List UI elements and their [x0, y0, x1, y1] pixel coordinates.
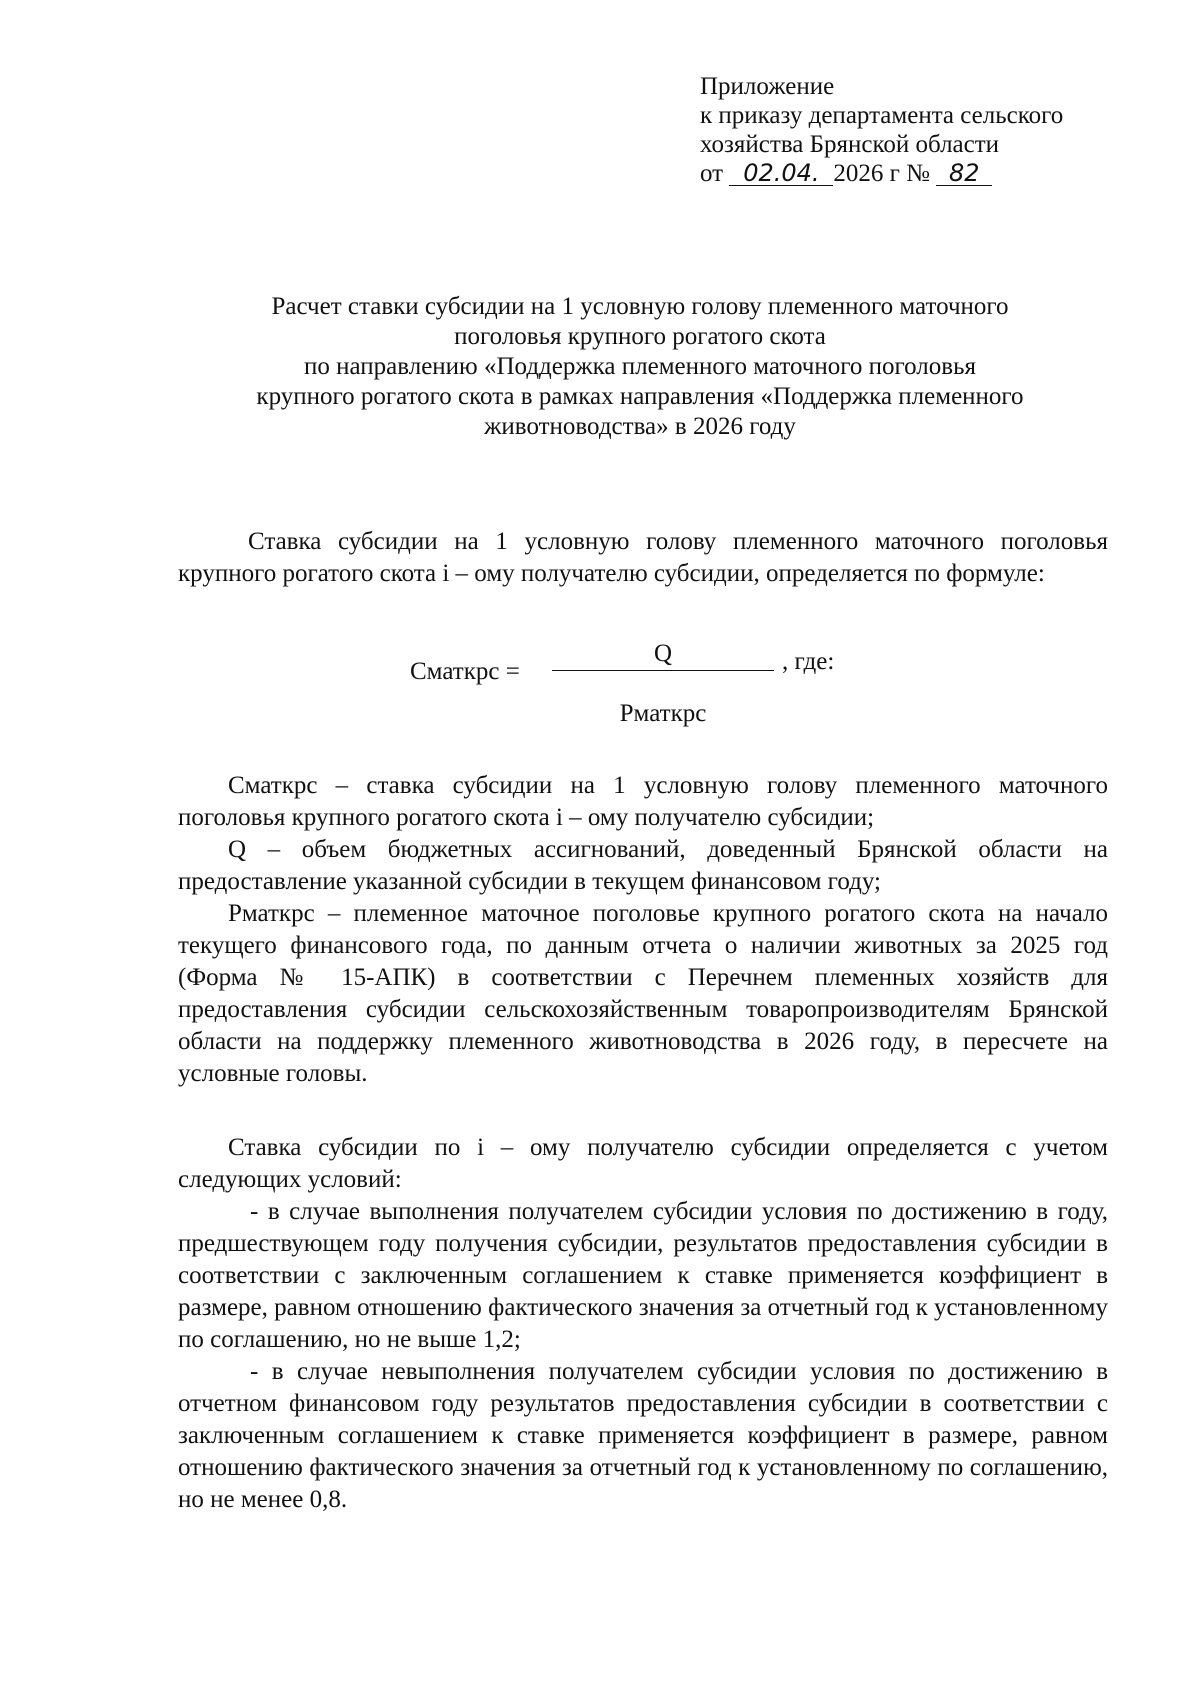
order-year: 2026 г: [833, 160, 900, 187]
date-prefix: от: [700, 160, 724, 187]
definitions-block: [178, 770, 1108, 1090]
formula-denominator: Рматкрс: [619, 700, 707, 727]
appendix-header: [700, 72, 1120, 188]
formula-numerator: Q: [653, 640, 673, 667]
formula: [410, 640, 890, 730]
title-line-1: Расчет ставки субсидии на 1 условную голову племенного маточного: [271, 293, 1009, 320]
formula-suffix: , где:: [782, 648, 835, 675]
condition-item-1: - в случае выполнения получателем субсидии условия по достижению в году, предшествующем году получения субсидии, результатов предоставления субсидии в соответствии с заключенным соглашением к ставке применяется коэффициент в размере, равном отношению фактического значения за отчетный год к установленному по соглашению, но не выше 1,2;: [178, 1198, 1108, 1353]
formula-lhs: Сматкрс =: [410, 658, 520, 685]
intro-paragraph: Ставка субсидии на 1 условную голову племенного маточного поголовья крупного рогатого скота i – ому получателю субсидии, определяется по формуле:: [178, 528, 1108, 587]
number-sign: №: [906, 160, 930, 187]
handwritten-order-number: 82: [936, 161, 992, 186]
handwritten-date: 02.04.: [729, 161, 833, 186]
fraction-bar: [552, 670, 774, 671]
appendix-department-line: хозяйства Брянской области: [700, 131, 1000, 158]
appendix-title: Приложение: [700, 73, 835, 100]
title-line-5: животноводства» в 2026 году: [484, 413, 796, 440]
definition-q: Q – объем бюджетных ассигнований, доведенный Брянской области на предоставление указанной субсидии в текущем финансовом году;: [178, 836, 1108, 895]
conditions-block: [178, 1132, 1108, 1516]
definition-rmatkrs: Рматкрс – племенное маточное поголовье крупного рогатого скота на начало текущего финансового года, по данным отчета о наличии животных за 2025 год (Форма № 15-АПК) в соответствии с Перечнем племенных хозяйств для предоставления субсидии сельскохозяйственным товаропроизводителям Брянской области на поддержку племенного животноводства в 2026 году, в пересчете на условные головы.: [178, 900, 1108, 1087]
conditions-intro: Ставка субсидии по i – ому получателю субсидии определяется с учетом следующих условий:: [178, 1134, 1108, 1193]
appendix-date-line: [700, 159, 1120, 188]
intro-block: [178, 526, 1108, 590]
appendix-order-line: к приказу департамента сельского: [700, 102, 1064, 129]
title-line-3: по направлению «Поддержка племенного маточного поголовья: [304, 353, 976, 380]
title-line-4: крупного рогатого скота в рамках направления «Поддержка племенного: [256, 383, 1024, 410]
title-line-2: поголовья крупного рогатого скота: [454, 323, 826, 350]
document-title: [190, 292, 1090, 442]
condition-item-2: - в случае невыполнения получателем субсидии условия по достижению в отчетном финансовом году результатов предоставления субсидии в соответствии с заключенным соглашением к ставке применяется коэффициент в размере, равном отношению фактического значения за отчетный год к установленному по соглашению, но не менее 0,8.: [178, 1358, 1108, 1513]
definition-smatkrs: Сматкрс – ставка субсидии на 1 условную голову племенного маточного поголовья крупного рогатого скота i – ому получателю субсидии;: [178, 772, 1108, 831]
